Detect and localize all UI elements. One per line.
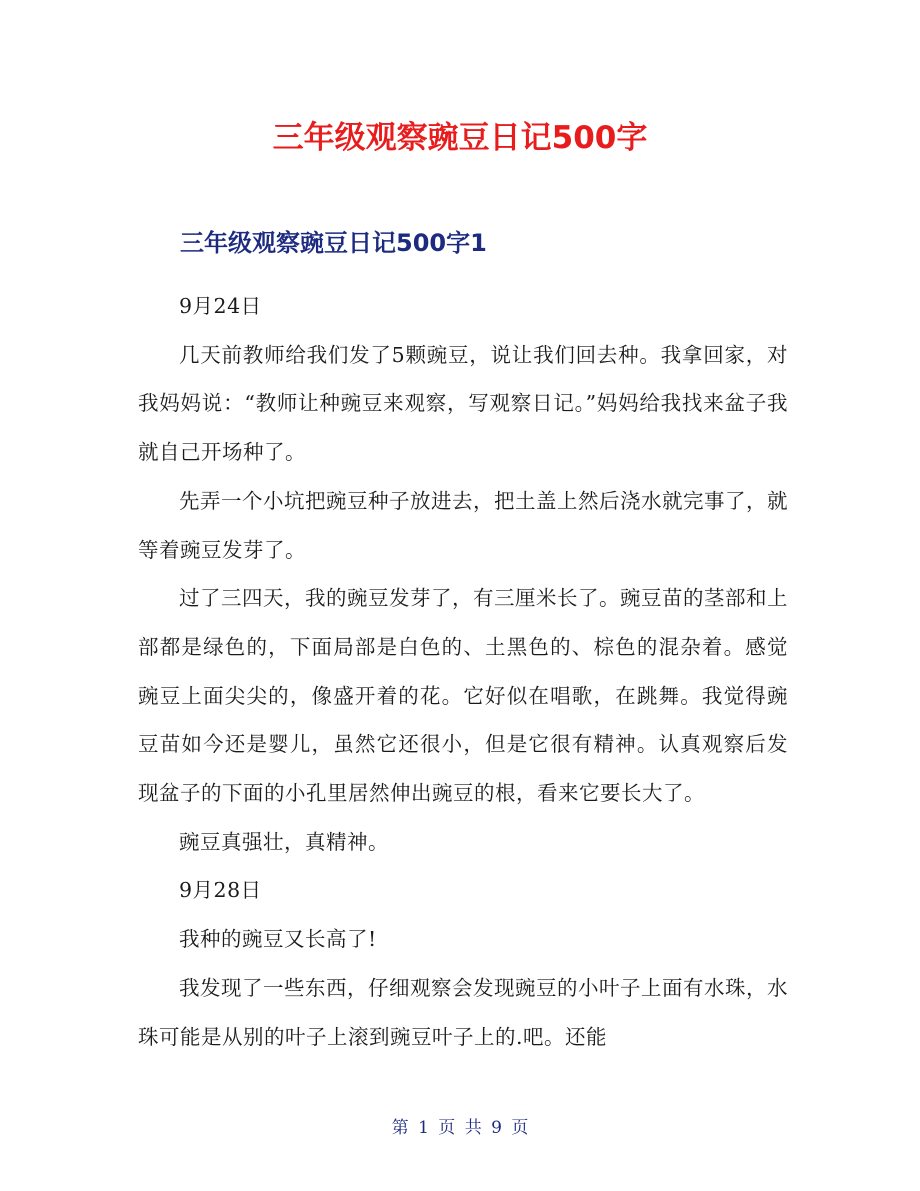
document-body xyxy=(138,282,788,1061)
document-title: 三年级观察豌豆日记500字 xyxy=(272,120,648,156)
paragraph-date-2: 9月28日 xyxy=(179,878,262,903)
section-heading: 三年级观察豌豆日记500字1 xyxy=(180,229,487,257)
paragraph: 过了三四天，我的豌豆发芽了，有三厘米长了。豌豆苗的茎部和上部都是绿色的，下面局部是白色的、土黑色的、棕色的混杂着。感觉豌豆上面尖尖的，像盛开着的花。它好似在唱歌，在跳舞。我觉得豌豆苗如今还是婴儿，虽然它还很小，但是它很有精神。认真观察后发现盆子的下面的小孔里居然伸出豌豆的根，看来它要长大了。 xyxy=(138,586,788,806)
paragraph: 先弄一个小坑把豌豆种子放进去，把土盖上然后浇水就完事了，就等着豌豆发芽了。 xyxy=(138,488,788,562)
paragraph: 我发现了一些东西，仔细观察会发现豌豆的小叶子上面有水珠，水珠可能是从别的叶子上滚到豌豆叶子上的.吧。还能 xyxy=(138,975,788,1049)
paragraph: 我种的豌豆又长高了! xyxy=(179,927,377,952)
paragraph: 豌豆真强壮，真精神。 xyxy=(179,829,389,854)
page-number-footer: 第 1 页 共 9 页 xyxy=(391,1118,529,1138)
paragraph: 几天前教师给我们发了5颗豌豆，说让我们回去种。我拿回家，对我妈妈说：“教师让种豌豆来观察，写观察日记。”妈妈给我找来盆子我就自己开场种了。 xyxy=(138,342,788,465)
paragraph-date-1: 9月24日 xyxy=(179,294,262,318)
